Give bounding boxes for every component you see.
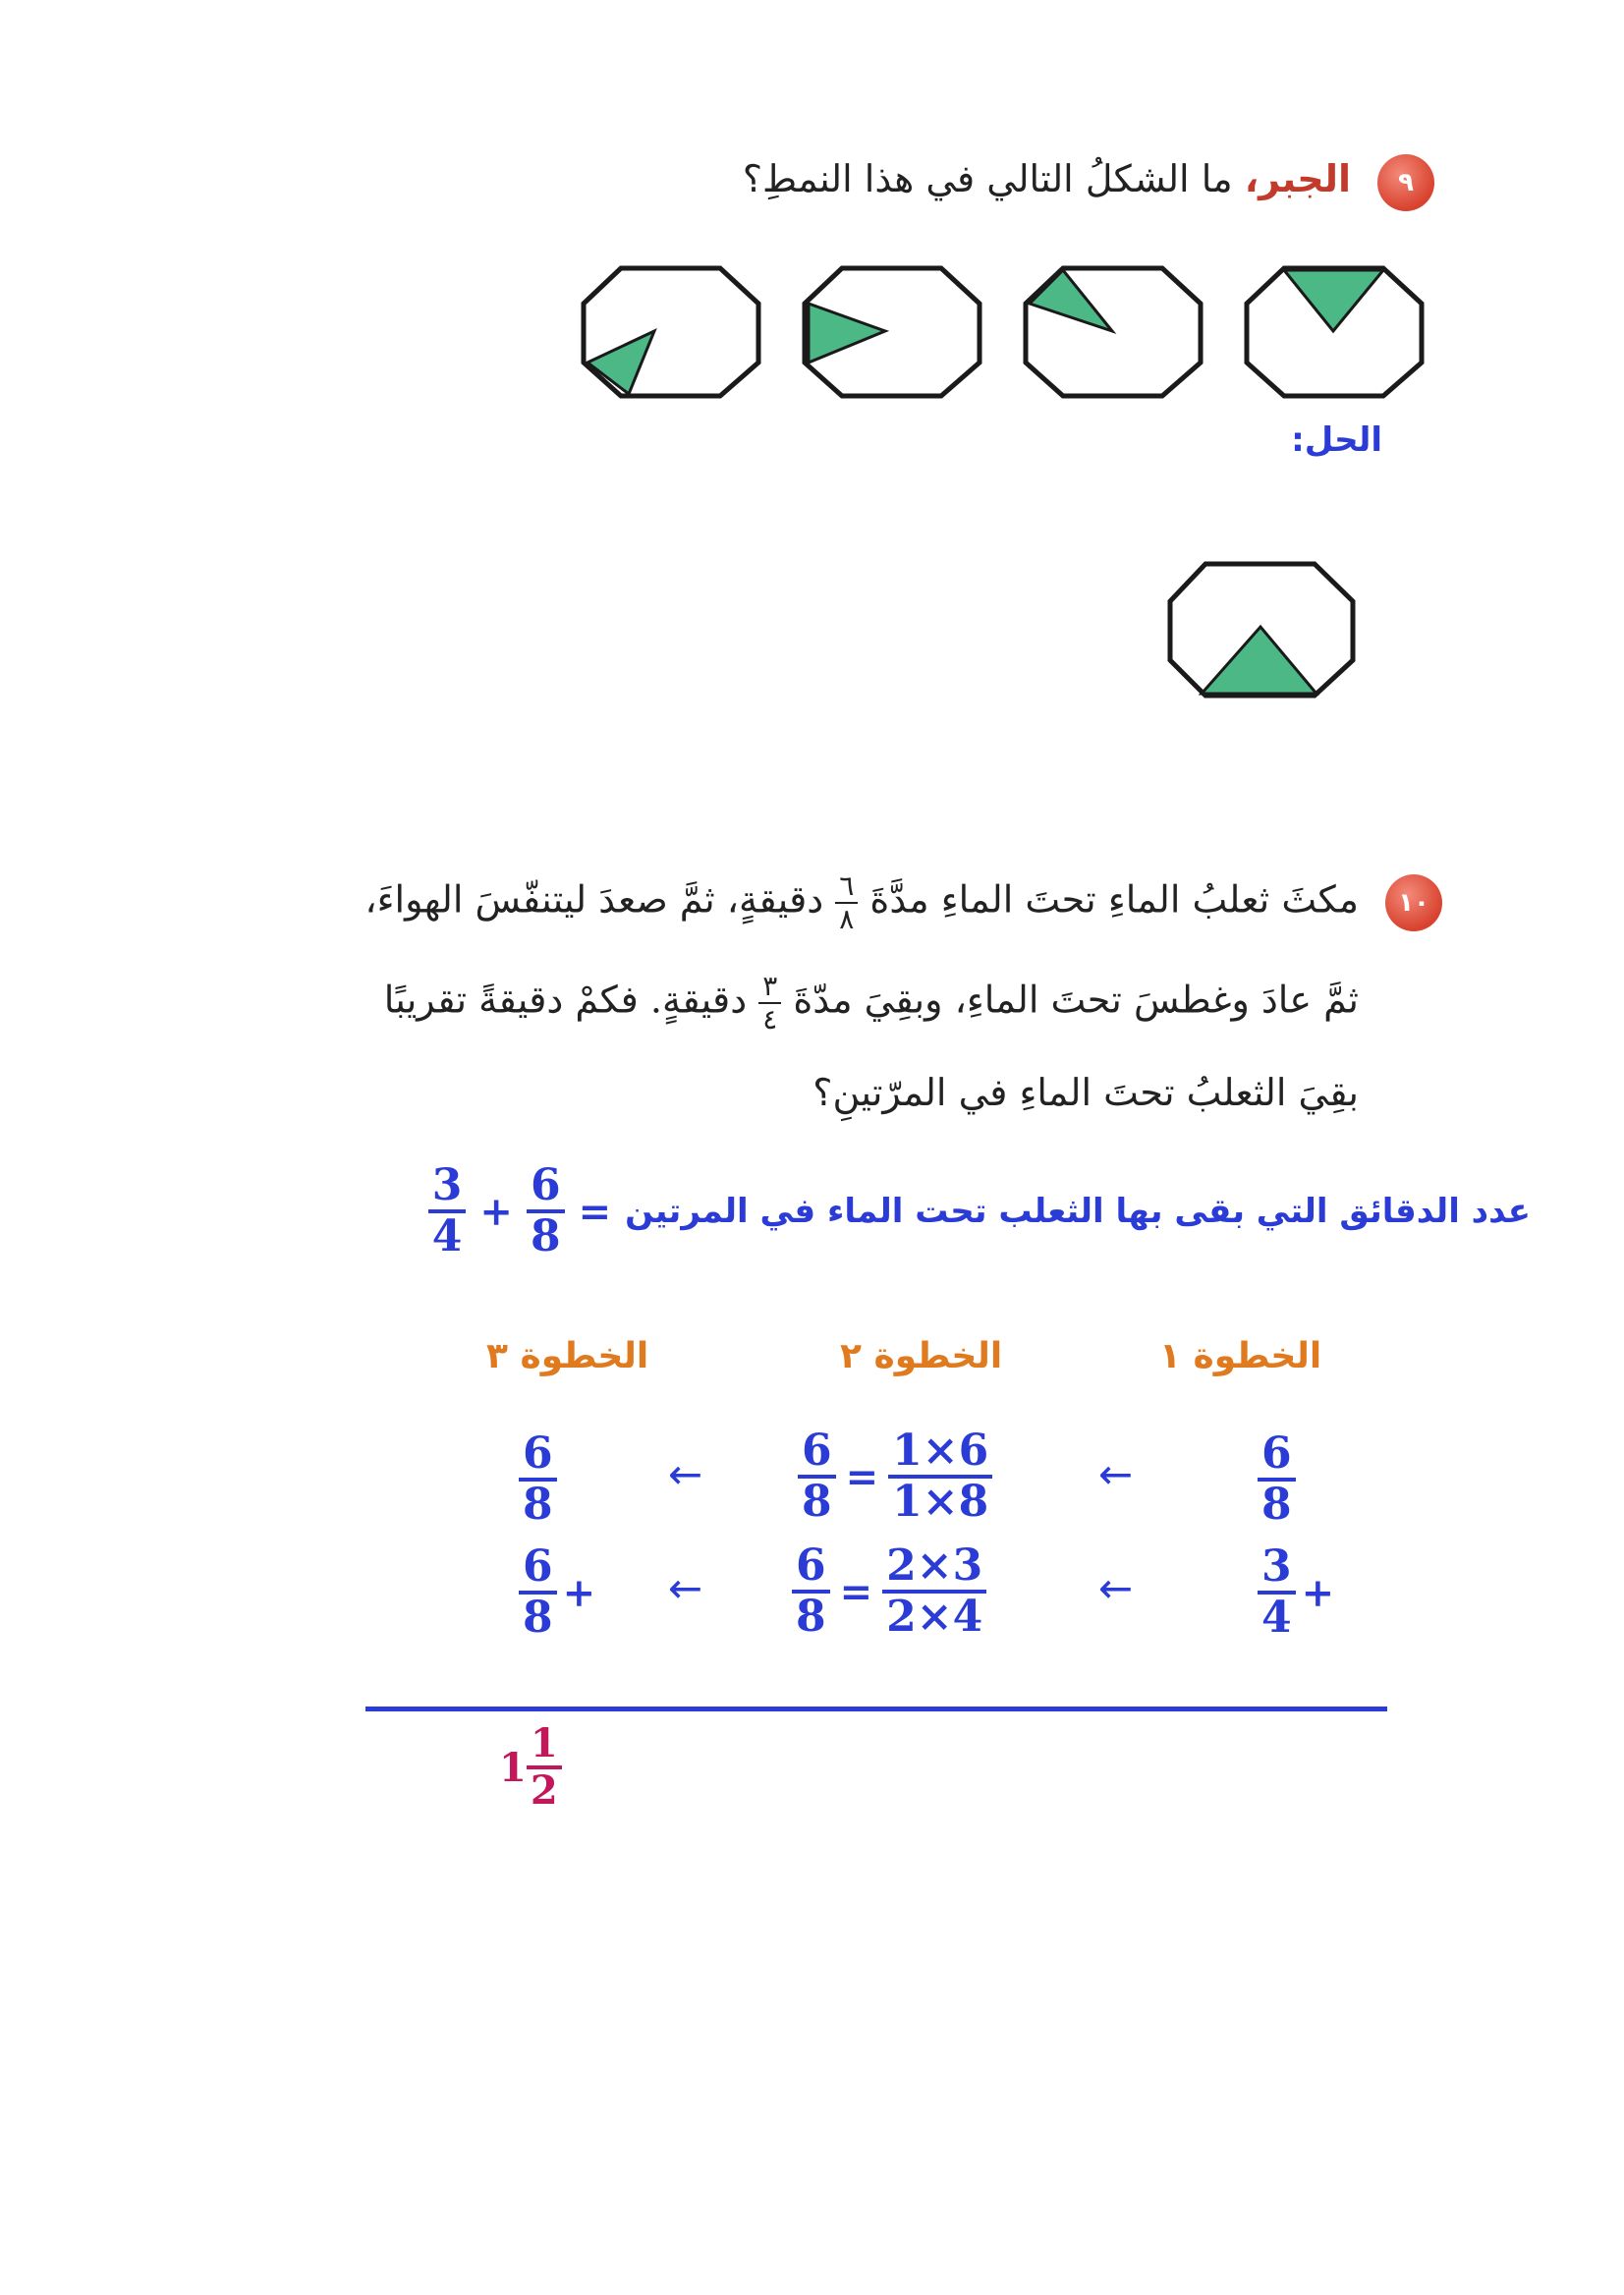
pattern-shape-3 [805,268,980,396]
fraction-denominator: 2 [530,1767,558,1814]
fraction-denominator: 4 [431,1211,463,1261]
fraction [1258,1541,1296,1643]
pattern-shape-4 [584,268,758,396]
plus-sign: + [479,1188,513,1235]
fraction-denominator: ٤ [762,1003,778,1036]
step-1-header: الخطوة ١ [1159,1336,1322,1376]
fraction-denominator: 8 [530,1211,561,1261]
fraction-numerator: ٣ [758,973,781,1004]
question-number-badge: ١٠ [1385,874,1442,931]
left-arrow-icon: ← [668,1450,703,1498]
fraction-denominator: 1×8 [892,1477,989,1527]
fraction [527,1160,565,1261]
fraction-numerator: 1 [527,1724,562,1769]
left-arrow-icon: ← [1098,1564,1134,1612]
fraction-numerator: 6 [792,1544,830,1594]
fraction [758,970,781,1036]
fraction [888,1426,992,1527]
question-10-text: دقيقةٍ، ثمَّ صعدَ ليتنفّسَ الهواءَ، [364,877,824,922]
fraction [519,1541,557,1643]
equation-text: عدد الدقائق التي بقى بها الثعلب تحت الماء في المرتين [625,1192,1531,1231]
pattern-shape-2 [1026,268,1201,396]
step-3-header: الخطوة ٣ [486,1336,649,1376]
question-10-text: ثمَّ عادَ وغطسَ تحتَ الماءِ، وبقِيَ مدّةَ [793,978,1359,1022]
fraction-denominator: 8 [1261,1480,1292,1530]
plus-sign: + [1301,1569,1335,1616]
question-number-badge: ٩ [1377,154,1434,211]
question-10-line-1 [364,869,1359,935]
sum-divider [365,1707,1387,1711]
fraction [835,869,858,935]
final-answer [499,1720,562,1814]
step-1-fraction [1258,1541,1335,1643]
pattern-shape-1 [1247,268,1422,396]
step-2-expression [792,1540,986,1642]
step-3-fraction [519,1428,557,1530]
fraction [882,1540,986,1642]
left-arrow-icon: ← [1098,1450,1134,1498]
fraction-numerator: ٦ [835,872,858,904]
equation-line [428,1160,1531,1261]
fraction-numerator: 6 [519,1545,557,1595]
fraction [798,1426,836,1527]
left-arrow-icon: ← [668,1564,703,1612]
fraction-numerator: 6 [527,1164,565,1213]
solution-label: الحل: [1291,420,1382,460]
question-9-prompt: ما الشكلُ التالي في هذا النمطِ؟ [742,157,1233,200]
fraction-numerator: 6 [519,1432,557,1482]
question-9-label: الجبر، [1244,157,1351,200]
pattern-shapes [580,260,1444,408]
question-10-line-3: بقِيَ الثعلبُ تحتَ الماءِ في المرّتينِ؟ [812,1071,1359,1114]
question-10-line-2 [383,970,1359,1036]
fraction-denominator: 8 [523,1593,553,1643]
fraction-numerator: 1×6 [888,1429,992,1479]
step-3-fraction [519,1541,596,1643]
fraction-denominator: 8 [523,1480,553,1530]
fraction-numerator: 2×3 [882,1544,986,1594]
step-2-expression [798,1426,992,1527]
step-2-header: الخطوة ٢ [840,1336,1003,1376]
fraction [428,1160,467,1261]
plus-sign: + [562,1569,596,1616]
question-9-text [743,157,1351,200]
fraction-numerator: 3 [428,1164,467,1213]
fraction-numerator: 6 [1258,1432,1296,1482]
answer-whole: 1 [499,1744,527,1791]
fraction-denominator: 8 [796,1592,826,1642]
fraction [792,1540,830,1642]
equals-sign: = [845,1453,879,1500]
question-10-text: دقيقةٍ. فكمْ دقيقةً تقريبًا [383,978,748,1022]
fraction-numerator: 3 [1258,1545,1296,1595]
answer-fraction [527,1720,562,1814]
equals-sign: = [578,1188,612,1235]
answer-shape [1164,558,1361,705]
fraction-numerator: 6 [798,1429,836,1479]
question-10-text: مكثَ ثعلبُ الماءِ تحتَ الماءِ مدَّةَ [869,877,1359,922]
fraction-denominator: ٨ [839,903,855,935]
fraction-denominator: 2×4 [886,1592,983,1642]
step-1-fraction [1258,1428,1296,1530]
fraction-denominator: 8 [802,1477,832,1527]
equals-sign: = [839,1568,873,1615]
fraction-denominator: 4 [1261,1593,1292,1643]
